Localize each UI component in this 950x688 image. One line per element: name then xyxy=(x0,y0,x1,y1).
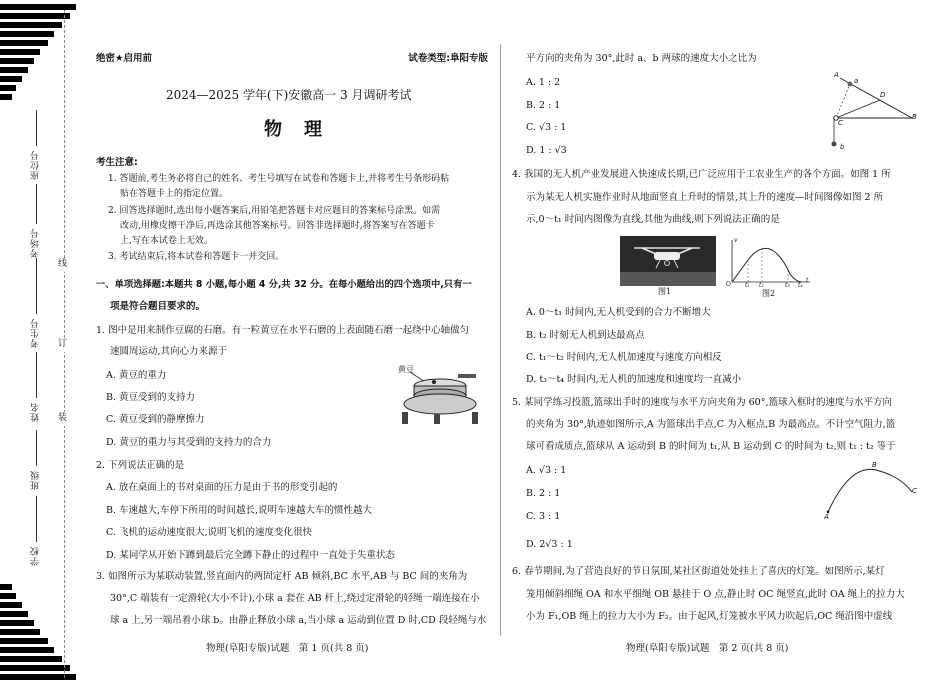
binding-bar xyxy=(0,85,16,91)
class-label: 班级 xyxy=(31,470,41,490)
q4-option-a: A. 0～t₁ 时间内,无人机受到的合力不断增大 xyxy=(526,307,711,318)
notice-heading: 考生注意: xyxy=(96,157,138,168)
q3-label-D: D xyxy=(880,91,886,99)
q3-stem-line-3: 球 a 上,另一端吊着小球 b。由静止释放小球 a,当小球 a 运动到位置 D 时,CD 段轻绳与水 xyxy=(110,615,487,626)
q1-option-d: D. 黄豆的重力与其受到的支持力的合力 xyxy=(106,437,272,448)
q5-option-b: B. 2 : 1 xyxy=(526,488,561,499)
binding-bar xyxy=(0,602,22,608)
page-2-footer: 物理(阜阳专版)试题 第 2 页(共 8 页) xyxy=(626,643,789,654)
q4-stem: 4. 我国的无人机产业发展进入快速成长期,已广泛应用于工农业生产的各个方面。如图 1 所 xyxy=(512,169,891,180)
notice-line-3: 2. 回答选择题时,选出每小题答案后,用铅笔把答题卡对应题目的答案标号涂黑。如需 xyxy=(108,206,441,216)
binding-bar xyxy=(0,665,70,671)
q2-option-d: D. 某同学从开始下蹲到最后完全蹲下静止的过程中一直处于失重状态 xyxy=(106,550,395,561)
graph-t1-label: t₁ xyxy=(745,282,750,289)
q5-label-C: C xyxy=(912,487,917,495)
student-id-line xyxy=(36,258,37,314)
q3-option-c: C. √3 : 1 xyxy=(526,122,567,133)
q3-label-a: a xyxy=(854,77,859,85)
binding-bar xyxy=(0,647,54,653)
school-label: 学校 xyxy=(31,546,41,566)
section-1-heading-cont: 项是符合题目要求的。 xyxy=(110,301,206,312)
q4-stem-line-3: 示,0～t₁ 时间内图像为直线,其他为曲线,则下列说法正确的是 xyxy=(526,214,780,225)
binding-bar xyxy=(0,656,62,662)
binding-strip xyxy=(0,0,78,688)
binding-bar xyxy=(0,58,34,64)
notice-line-5: 上,写在本试卷上无效。 xyxy=(120,236,213,246)
q5-stem: 5. 某同学练习投篮,篮球出手时的速度与水平方向夹角为 60°,篮球入框时的速度与水平方向 xyxy=(512,397,892,408)
q4-option-c: C. t₁～t₂ 时间内,无人机加速度与速度方向相反 xyxy=(526,352,722,363)
binding-bar xyxy=(0,13,70,19)
name-line xyxy=(36,352,37,398)
exam-type-tag: 试卷类型:阜阳专版 xyxy=(408,53,488,64)
binding-bar xyxy=(0,611,28,617)
q5-label-B: B xyxy=(872,461,877,469)
q6-stem-line-2: 笼用倾斜细绳 OA 和水平细绳 OB 悬挂于 O 点,静止时 OC 绳竖直,此时 OA 绳上的拉力大 xyxy=(526,589,905,600)
binding-bar xyxy=(0,94,12,100)
velocity-time-graph xyxy=(726,238,812,290)
q4-option-b: B. t₂ 时刻无人机到达最高点 xyxy=(526,330,645,341)
drone-photo xyxy=(620,236,716,286)
q1-stem-cont: 速圆周运动,其向心力来源于 xyxy=(110,346,228,357)
q1-option-a: A. 黄豆的重力 xyxy=(106,370,167,381)
notice-line-4: 改动,用橡皮擦干净后,再选涂其他答案标号。回答非选择题时,将答案写在答题卡 xyxy=(120,221,435,231)
binding-bar xyxy=(0,638,48,644)
q2-stem: 2. 下列说法正确的是 xyxy=(96,460,185,471)
stone-mill-image xyxy=(394,360,486,426)
soybean-label: 黄豆 xyxy=(398,365,414,374)
exam-title: 2024—2025 学年(下)安徽高一 3 月调研考试 xyxy=(166,88,412,102)
confidential-tag: 绝密★启用前 xyxy=(96,53,153,64)
binding-bar xyxy=(0,584,12,590)
page-1-footer: 物理(阜阳专版)试题 第 1 页(共 8 页) xyxy=(206,643,369,654)
fig-2-caption: 图2 xyxy=(762,289,776,298)
q6-stem: 6. 春节期间,为了营造良好的节日氛围,某社区街道处处挂上了喜庆的灯笼。如图所示,某灯 xyxy=(512,566,885,577)
binding-bar xyxy=(0,40,48,46)
q3-linkage-figure xyxy=(824,70,922,156)
subject-title: 物 理 xyxy=(264,119,324,140)
q3-label-A: A xyxy=(834,71,839,79)
name-label: 姓名 xyxy=(31,402,41,422)
school-line xyxy=(36,496,37,542)
exam-room-line xyxy=(36,184,37,224)
q3-option-b: B. 2 : 1 xyxy=(526,100,561,111)
graph-t3-label: t₃ xyxy=(785,282,790,289)
column-divider xyxy=(500,44,501,636)
section-1-heading: 一、单项选择题:本题共 8 小题,每小题 4 分,共 32 分。在每小题给出的四个选项中,只有一 xyxy=(96,279,472,290)
q3-option-a: A. 1 : 2 xyxy=(526,77,561,88)
q3-label-B: B xyxy=(912,113,917,121)
notice-line-1: 1. 答题前,考生务必将自己的姓名、考生号填写在试卷和答题卡上,并将考生号条形码粘 xyxy=(108,174,450,184)
binding-bar xyxy=(0,593,16,599)
graph-v-label: v xyxy=(734,237,738,244)
notice-line-2: 贴在答题卡上的指定位置。 xyxy=(120,189,229,199)
q2-option-a: A. 放在桌面上的书对桌面的压力是由于书的形变引起的 xyxy=(106,482,338,493)
q5-option-a: A. √3 : 1 xyxy=(526,465,567,476)
graph-t-axis-label: t xyxy=(806,277,809,284)
q2-option-b: B. 车速越大,车停下所用的时间越长,说明车速越大车的惯性越大 xyxy=(106,505,373,516)
graph-origin-label: O xyxy=(726,281,731,288)
q4-option-d: D. t₃～t₄ 时间内,无人机的加速度和速度均一直减小 xyxy=(526,374,742,385)
q1-stem: 1. 图中是用来制作豆腐的石磨。有一粒黄豆在水平石磨的上表面随石磨一起绕中心轴做匀 xyxy=(96,325,470,336)
q6-stem-line-3: 小为 F₁,OB 绳上的拉力大小为 F₂。由于起风,灯笼被水平风力吹起后,OC 绳沿图中虚线 xyxy=(526,611,893,622)
q3-label-b: b xyxy=(840,143,845,151)
binding-bar xyxy=(0,31,54,37)
q3-label-C: C xyxy=(838,119,843,127)
q3-stem: 3. 如图所示为某联动装置,竖直面内的两固定杆 AB 倾斜,BC 水平,AB 与 BC 间的夹角为 xyxy=(96,571,468,582)
binding-mark-line: 线 xyxy=(58,258,67,272)
q5-label-A: A xyxy=(824,513,829,521)
q5-option-c: C. 3 : 1 xyxy=(526,511,561,522)
class-line xyxy=(36,430,37,466)
q1-option-b: B. 黄豆受到的支持力 xyxy=(106,392,196,403)
seat-number-label: 座位号 xyxy=(31,150,41,180)
q4-stem-line-2: 示为某无人机实施作业时从地面竖直上升时的情景,其上升的速度—时间图像如图 2 所 xyxy=(526,192,884,203)
q5-option-d: D. 2√3 : 1 xyxy=(526,539,573,550)
binding-bar xyxy=(0,22,62,28)
binding-bar xyxy=(0,67,28,73)
q3-option-d: D. 1 : √3 xyxy=(526,145,567,156)
binding-bar xyxy=(0,76,22,82)
fig-1-caption: 图1 xyxy=(658,287,672,296)
exam-room-label: 考场号 xyxy=(31,228,41,258)
notice-line-6: 3. 考试结束后,将本试卷和答题卡一并交回。 xyxy=(108,252,285,262)
graph-t4-label: t₄ xyxy=(798,282,803,289)
binding-mark-bind: 订 xyxy=(58,338,67,352)
q1-option-c: C. 黄豆受到的静摩擦力 xyxy=(106,414,205,425)
graph-t2-label: t₂ xyxy=(759,282,764,289)
binding-bar xyxy=(0,629,40,635)
seat-number-line xyxy=(36,110,37,146)
q5-stem-line-2: 的夹角为 30°,轨迹如图所示,A 为篮球出手点,C 为入框点,B 为最高点。不计空气阻力,篮 xyxy=(526,419,896,430)
q3-stem-line-4: 平方向的夹角为 30°,此时 a、b 两球的速度大小之比为 xyxy=(526,53,757,64)
binding-bar xyxy=(0,49,40,55)
q3-stem-line-2: 30°,C 端装有一定滑轮(大小不计),小球 a 套在 AB 杆上,绕过定滑轮的轻绳一端连接在小 xyxy=(110,593,480,604)
q2-option-c: C. 飞机的运动速度很大,说明飞机的速度变化很快 xyxy=(106,527,312,538)
q5-stem-line-3: 球可看成质点,篮球从 A 运动到 B 的时间为 t₁,从 B 运动到 C 的时间为 t₂,则 t₁ : t₂ 等于 xyxy=(526,441,896,452)
student-id-label: 考生号 xyxy=(31,318,41,348)
binding-mark-install: 装 xyxy=(58,412,67,426)
binding-bar xyxy=(0,620,34,626)
basketball-trajectory-figure xyxy=(820,462,922,524)
